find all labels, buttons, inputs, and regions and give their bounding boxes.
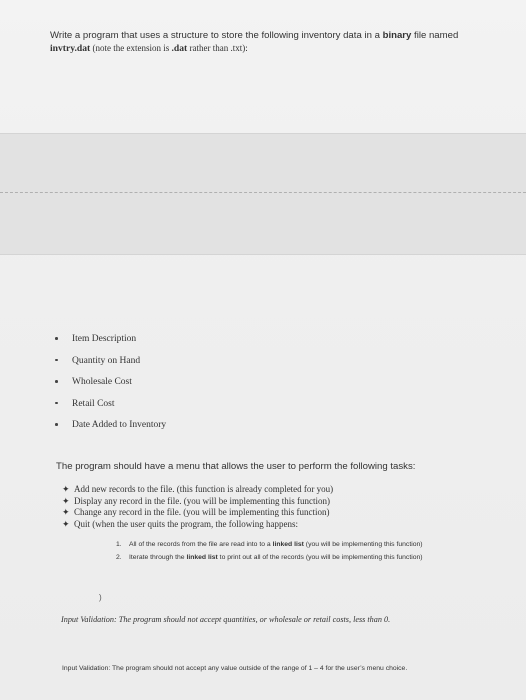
input-validation-menu: Input Validation: The program should not accept any value outside of the range of 1 – 4 for the user’s menu choice. [62, 665, 408, 672]
star-bullet-icon: ✦ [62, 484, 70, 494]
bullet-icon [55, 380, 58, 383]
dashed-divider [0, 192, 526, 193]
intro-filename: invtry.dat [50, 43, 91, 54]
inventory-field-list [55, 332, 166, 440]
list-item [55, 332, 166, 354]
step-text: Iterate through the [129, 553, 187, 561]
star-bullet-icon: ✦ [62, 518, 70, 529]
closing-bracket: ) [99, 593, 102, 602]
task-label: Change any record in the file. (you will be implementing this function) [74, 507, 330, 517]
field-label: Quantity on Hand [72, 355, 141, 366]
intro-note-end: rather than .txt): [187, 43, 248, 53]
menu-intro-text: The program should have a menu that allows the user to perform the following tasks: [56, 461, 416, 472]
intro-text-2: file named [411, 30, 459, 41]
field-label: Date Added to Inventory [72, 420, 167, 430]
step-text: All of the records from the file are read into to a [129, 541, 273, 548]
field-label: Retail Cost [72, 398, 115, 409]
intro-text-1: Write a program that uses a structure to store the following inventory data in a [50, 30, 383, 41]
step-text-end: to print out all of the records (you will be implementing this function) [217, 553, 423, 561]
list-item [55, 397, 166, 419]
bullet-icon [55, 359, 58, 362]
star-bullet-icon: ✦ [62, 495, 70, 506]
list-item [55, 375, 166, 397]
field-label: Wholesale Cost [72, 377, 132, 387]
list-item [116, 540, 486, 550]
step-bold-text: linked list [272, 541, 304, 548]
list-item [116, 553, 486, 563]
intro-binary-word: binary [382, 30, 412, 41]
intro-extension: .dat [171, 43, 188, 54]
star-bullet-icon: ✦ [62, 507, 70, 517]
bullet-icon [55, 337, 58, 340]
step-number: 2. [116, 553, 122, 561]
list-item [55, 354, 166, 376]
intro-note: (note the extension is [90, 43, 172, 53]
list-item [55, 418, 166, 440]
step-bold-text: linked list [186, 553, 218, 561]
grey-band [0, 133, 526, 255]
list-item [62, 507, 333, 519]
menu-task-list [62, 484, 333, 530]
list-item [62, 496, 333, 508]
bullet-icon [55, 423, 58, 426]
intro-paragraph [50, 30, 490, 55]
task-label: Add new records to the file. (this function is already completed for you) [74, 484, 334, 494]
task-label: Quit (when the user quits the program, the following happens: [74, 518, 298, 529]
field-label: Item Description [72, 334, 137, 344]
list-item [62, 484, 333, 496]
bullet-icon [55, 402, 58, 405]
input-validation-costs: Input Validation: The program should not accept quantities, or wholesale or retail costs, less than 0. [61, 615, 391, 624]
task-label: Display any record in the file. (you will be implementing this function) [74, 495, 330, 506]
list-item [62, 519, 333, 531]
step-number: 1. [116, 541, 122, 548]
quit-steps-list [116, 540, 486, 565]
step-text-end: (you will be implementing this function) [303, 541, 423, 548]
